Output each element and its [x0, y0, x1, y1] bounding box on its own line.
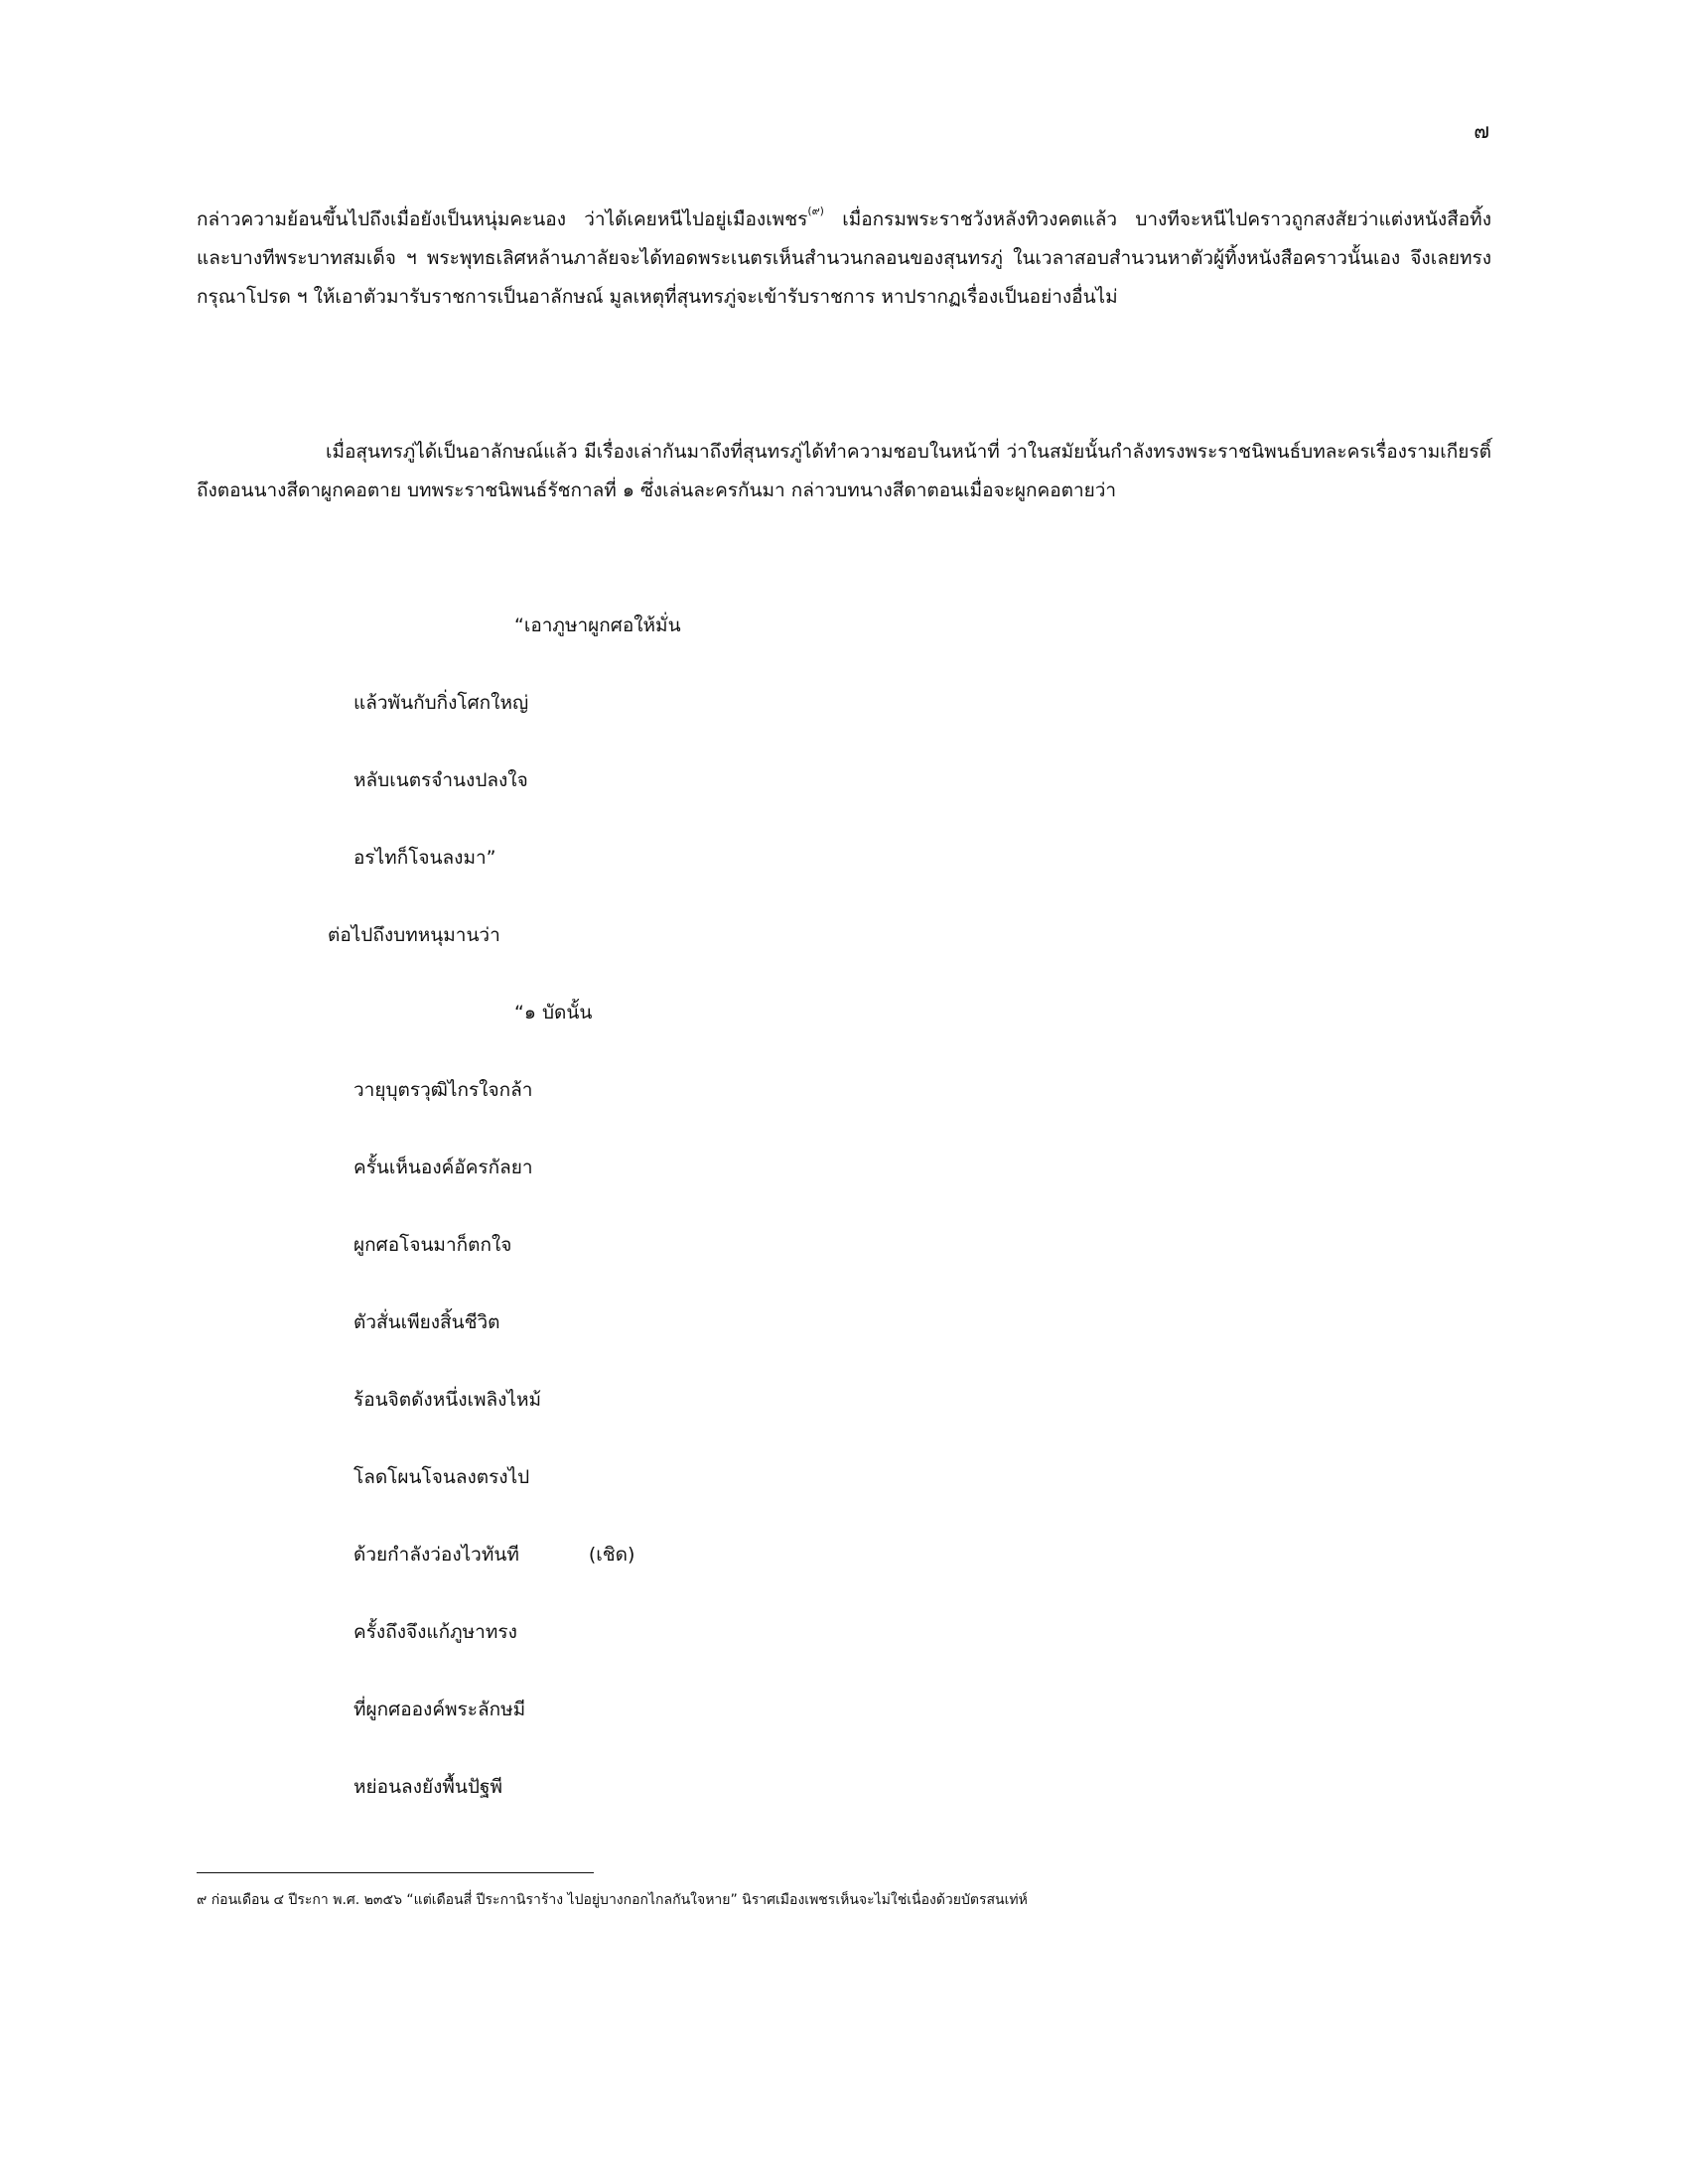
- verse-line: อรไทก็โจนลงมา”: [353, 847, 496, 869]
- verse-line: แล้วพันกับกิ่งโศกใหญ่: [353, 692, 529, 714]
- paragraph-2: เมื่อสุนทรภู่ได้เป็นอาลักษณ์แล้ว มีเรื่องเล่ากันมาถึงที่สุนทรภู่ได้ทำความชอบในหน้าที่ ว่าในสมัยนั้นกำลังทรงพระราชนิพนธ์บทละครเรื่องรามเกียรติ์ ถึงตอนนางสีดาผูกคอตาย บทพระราชนิพนธ์รัชกาลที่ ๑ ซึ่งเล่นละครกันมา กล่าวบทนางสีดาตอนเมื่อจะผูกคอตายว่า: [197, 441, 1491, 501]
- paragraph-1-text-end: เมื่อกรมพระราชวังหลังทิวงคตแล้ว บางทีจะหนีไปคราวถูกสงสัยว่าแต่งหนังสือทิ้ง และบางทีพระบาทสมเด็จ ฯ พระพุทธเลิศหล้านภาลัยจะได้ทอดพระเนตรเห็นสำนวนกลอนของสุนทรภู่ ในเวลาสอบสำนวนหาตัวผู้ทิ้งหนังสือคราวนั้นเอง จึงเลยทรงกรุณาโปรด ฯ ให้เอาตัวมารับราชการเป็นอาลักษณ์ มูลเหตุที่สุนทรภู่จะเข้ารับราชการ หาปรากฏเรื่องเป็นอย่างอื่นไม่: [197, 208, 1491, 308]
- music-cue: (เชิด): [588, 1544, 635, 1566]
- footnote-reference[interactable]: (๙): [807, 205, 824, 217]
- verse-line: “เอาภูษาผูกศอให้มั่น: [514, 614, 681, 636]
- footnote-separator: [197, 1872, 594, 1873]
- page-number: ๗: [1474, 119, 1489, 143]
- verse-line-text: ด้วยกำลังว่องไวทันที: [353, 1544, 519, 1566]
- verse-line: โลดโผนโจนลงตรงไป: [353, 1466, 530, 1488]
- verse-line: ครั้งถึงจึงแก้ภูษาทรง: [353, 1621, 517, 1643]
- verse-line-with-cue: [353, 1540, 634, 1570]
- bridge-text: ต่อไปถึงบทหนุมานว่า: [328, 924, 500, 946]
- verse-line: หลับเนตรจำนงปลงใจ: [353, 769, 528, 791]
- verse-line: “๑ บัดนั้น: [514, 1002, 593, 1024]
- verse-line: หย่อนลงยังพื้นปัฐพี: [353, 1776, 502, 1798]
- verse-line: วายุบุตรวุฒิไกรใจกล้า: [353, 1079, 533, 1101]
- verse-line: ที่ผูกศอองค์พระลักษมี: [353, 1699, 526, 1720]
- verse-line: ร้อนจิตดังหนึ่งเพลิงไหม้: [353, 1389, 542, 1411]
- paragraph-1-text-start: กล่าวความย้อนขึ้นไปถึงเมื่อยังเป็นหนุ่มคะนอง ว่าได้เคยหนีไปอยู่เมืองเพชร: [197, 208, 808, 230]
- verse-line: ครั้นเห็นองค์อัครกัลยา: [353, 1157, 533, 1178]
- footnote: ๙ ก่อนเดือน ๔ ปีระกา พ.ศ. ๒๓๕๖ “แต่เดือนสี่ ปีระกานิราร้าง ไปอยู่บางกอกไกลกันใจหาย” นิราศเมืองเพชรเห็นจะไม่ใช่เนื่องด้วยบัตรสนเท่ห์: [197, 1892, 1028, 1908]
- verse-line: ผูกศอโจนมาก็ตกใจ: [353, 1234, 512, 1256]
- paragraph-1: [197, 201, 1491, 317]
- verse-line: ตัวสั่นเพียงสิ้นชีวิต: [353, 1311, 500, 1333]
